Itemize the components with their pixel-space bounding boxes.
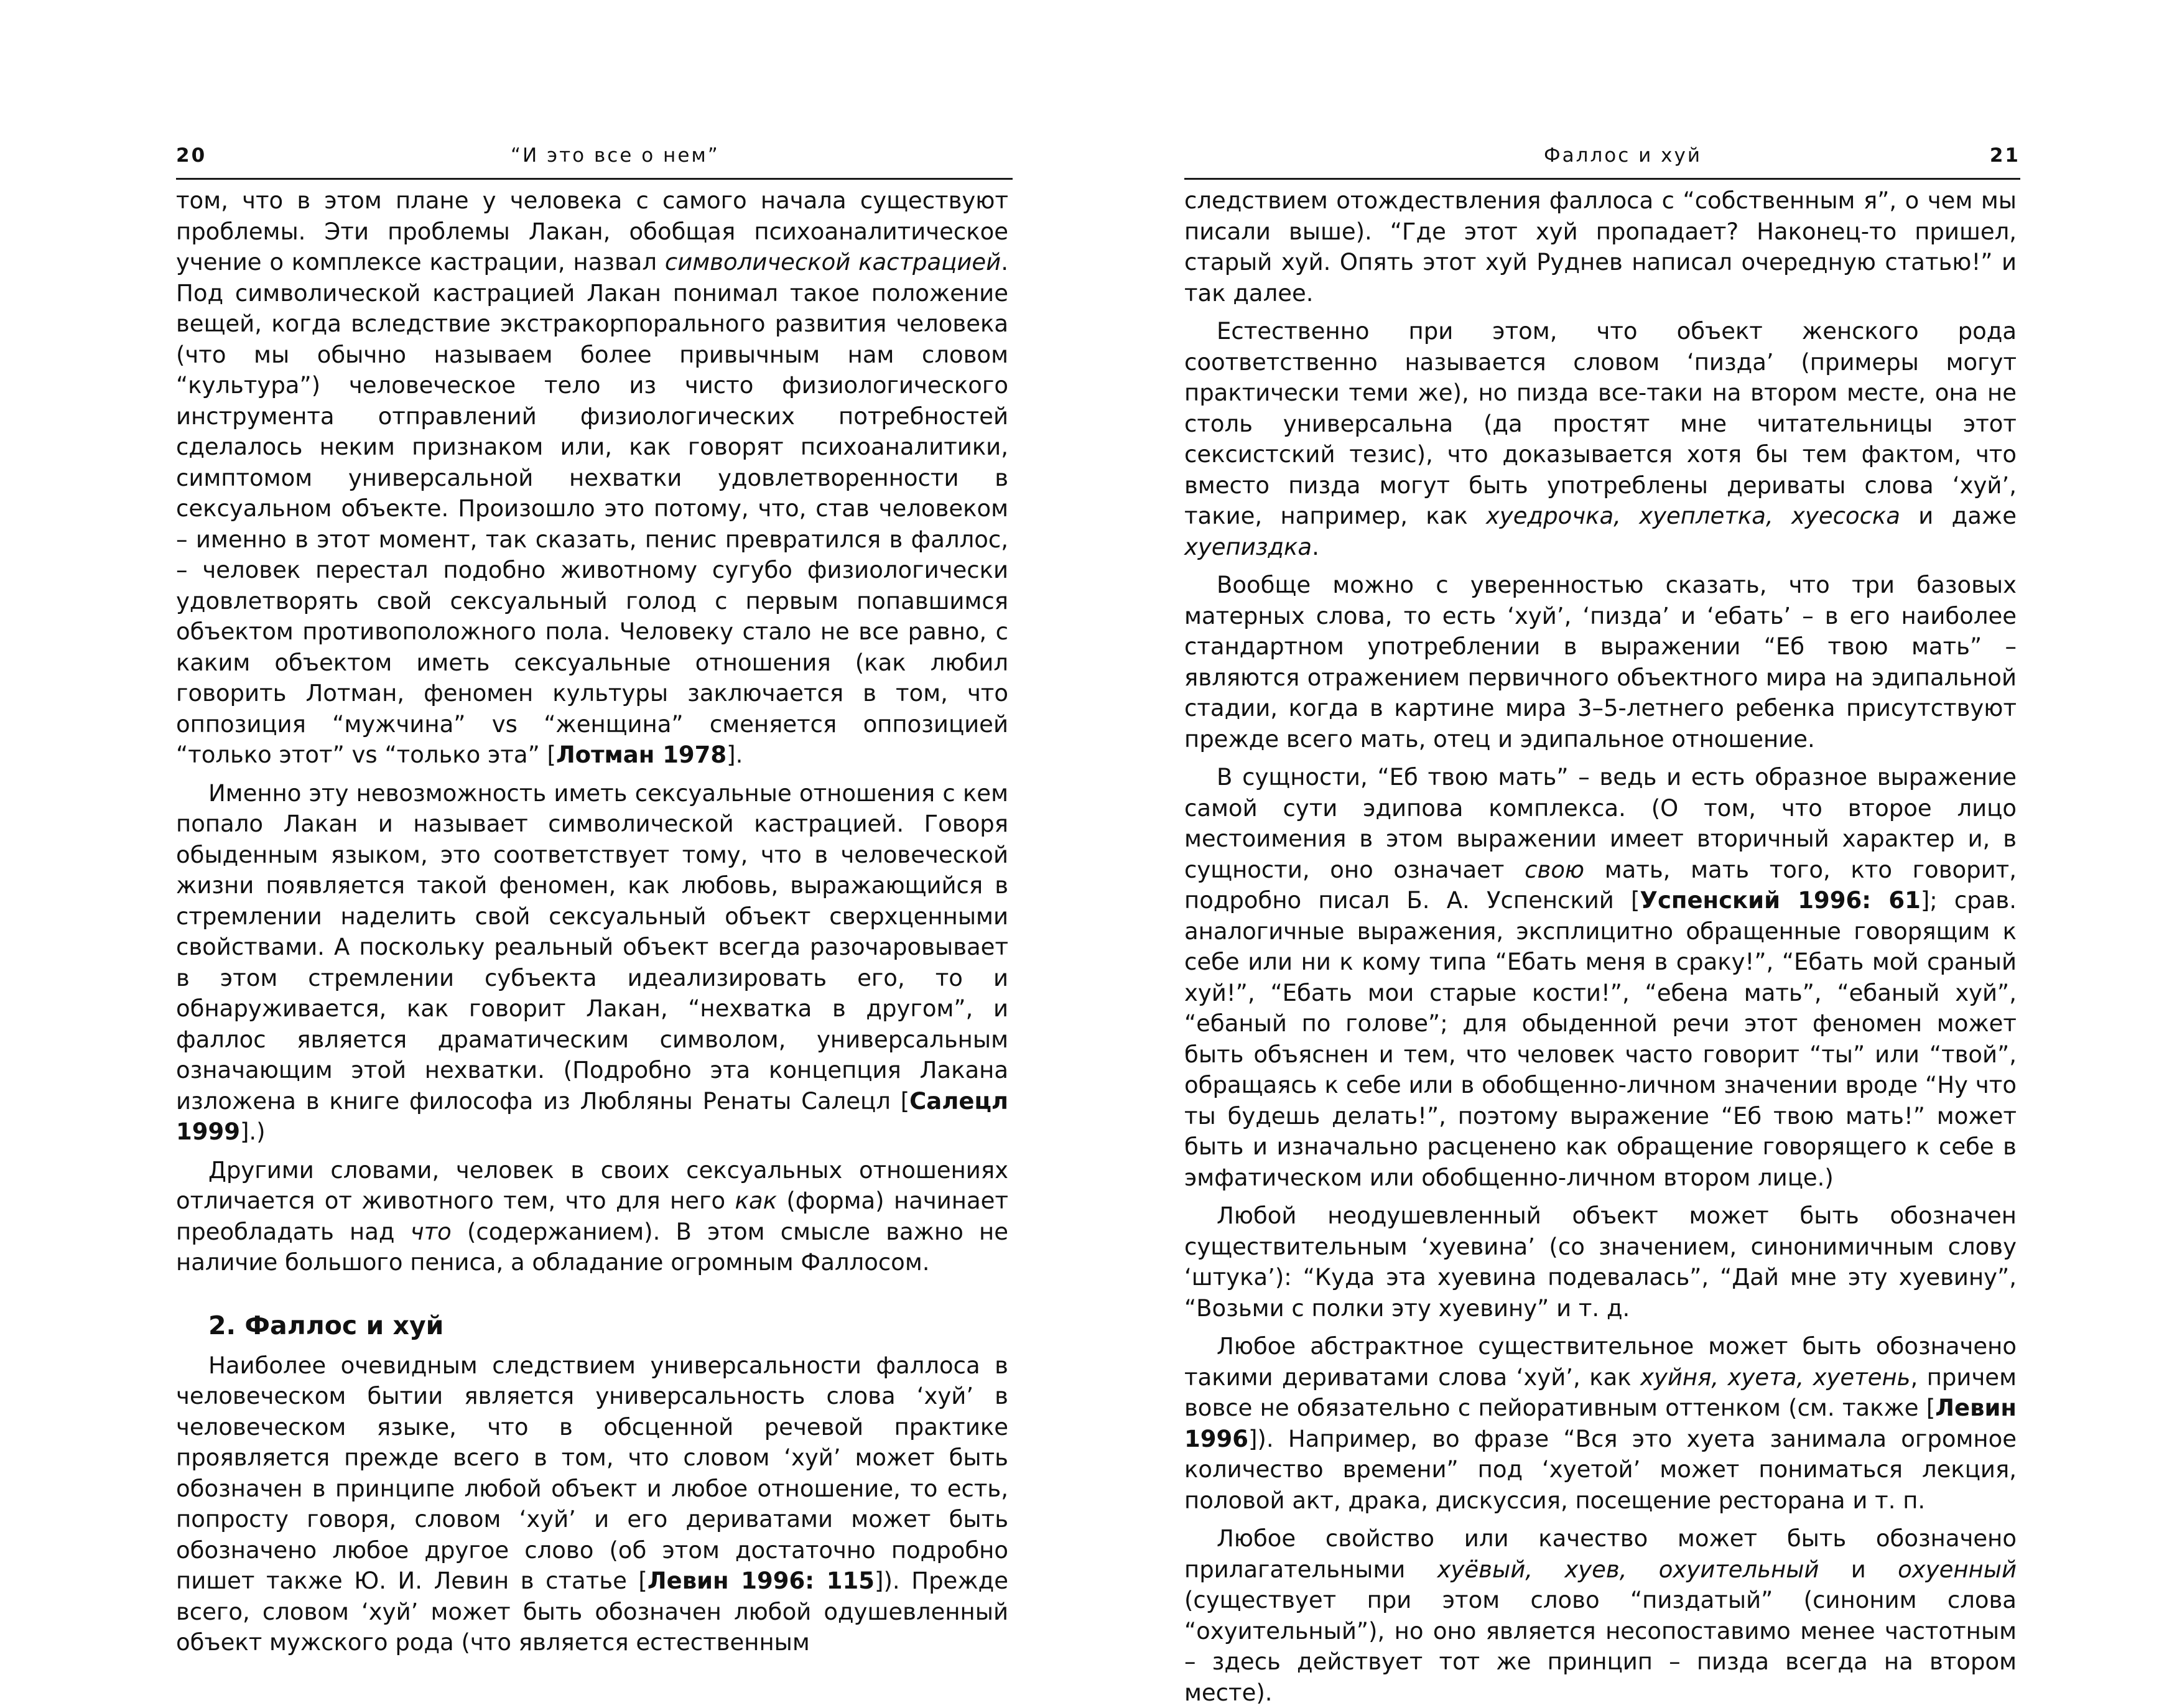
header-rule xyxy=(176,178,1013,180)
paragraph-list xyxy=(176,185,1008,1278)
paragraph xyxy=(1184,762,2017,1193)
text-run: ]; срав. аналогичные выражения, эксплицитно обращенные говорящим к себе или ни к кому типа “Ебать меня в сраку!”, “Ебать мой сраный хуй!”, “Ебать мои старые кости!”, “ебена мать”, “ебаный хуй”, “ебаный по голове”; для обыденной речи этот феномен может быть объяснен и тем, что человек часто говорит “ты” или “твой”, обращаясь к себе или в обобщенно-личном значении вроде “Ну что ты будешь делать!”, поэтому выражение “Еб твою мать!” может быть и изначально расценено как обращение говорящего к себе в эмфатическом или обобщенно-личном втором лице.) xyxy=(1184,887,2017,1191)
text-run: ]). Например, во фразе “Вся это хуета занимала огромное количество времени” под ‘хуетой’ может пониматься лекция, половой акт, драка, дискуссия, посещение ресторана и т. п. xyxy=(1184,1425,2017,1514)
emphasis: охуенный xyxy=(1898,1556,2017,1583)
text-run: , причем вовсе не обязательно с пейоративным оттенком (см. также [ xyxy=(1184,1363,2017,1421)
emphasis: хуёвый, хуев, охуительный xyxy=(1437,1556,1819,1583)
text-run: Вообще можно с уверенностью сказать, что три базовых матерных слова, то есть ‘хуй’, ‘пизда’ и ‘ебать’ – в его наиболее стандартном употреблении в выражении “Еб твою мать” – являются отражением первичного объектного мира на эдипальной стадии, когда в картине мира 3–5-летнего ребенка присутствуют прежде всего мать, отец и эдипальное отношение. xyxy=(1184,572,2017,753)
emphasis: хуедрочка, хуеплетка, хуесоска xyxy=(1486,503,1900,529)
paragraph xyxy=(1184,185,2017,309)
text-run: Именно эту невозможность иметь сексуальные отношения с кем попало Лакан и называет символической кастрацией. Говоря обыденным языком, это соответствует тому, что в человеческой жизни появляется такой феномен, как любовь, выражающийся в стремлении наделить свой сексуальный объект сверхценными свойствами. А поскольку реальный объект всегда разочаровывает в этом стремлении субъекта идеализировать его, то и обнаруживается, как говорит Лакан, “нехватка в другом”, и фаллос является драматическим символом, универсальным означающим этой нехватки. (Подробно эта концепция Лакана изложена в книге философа из Любляны Ренаты Салецл [ xyxy=(176,779,1008,1115)
text-run: В сущности, “Еб твою мать” – ведь и есть образное выражение самой сути эдипова комплекса. (О том, что второе лицо местоимения в этом выражении имеет вторичный характер и, в сущности, оно означает xyxy=(1184,764,2017,883)
citation: Левин 1996: 115 xyxy=(647,1567,875,1594)
text-run: ].) xyxy=(239,1118,266,1145)
text-run: том, что в этом плане у человека с самого начала существуют проблемы. Эти проблемы Лакан, обобщая психоаналитическое учение о комплексе кастрации, назвал xyxy=(176,187,1008,276)
right-body-text xyxy=(1184,185,2017,1708)
text-run: Любое абстрактное существительное может быть обозначено такими дериватами слова ‘хуй’, как xyxy=(1184,1333,2017,1391)
left-header xyxy=(176,144,1013,174)
text-run: (форма) начинает преобладать над xyxy=(176,1187,1008,1245)
paragraph xyxy=(176,1350,1008,1658)
text-run: (содержанием). В этом смысле важно не наличие большого пениса, а обладание огромным Фаллосом. xyxy=(176,1218,1008,1276)
text-run: . Под символической кастрацией Лакан понимал такое положение вещей, когда вследствие экстракорпорального развития человека (что мы обычно называем более привычным нам словом “культура”) человеческое тело из чисто физиологического инструмента отправлений физиологических потребностей сделалось неким признаком или, как говорят психоаналитики, симптомом универсальной нехватки удовлетворенности в сексуальном объекте. Произошло это потому, что, став человеком – именно в этот момент, так сказать, пенис превратился в фаллос, – человек перестал подобно животному сугубо физиологически удовлетворять свой сексуальный голод с первым попавшимся объектом противоположного пола. Человеку стало не все равно, с каким объектом иметь сексуальные отношения (как любил говорить Лотман, феномен культуры заключается в том, что оппозиция “мужчина” vs “женщина” сменяется оппозицией “только этот” vs “только эта” [ xyxy=(176,249,1008,768)
paragraph xyxy=(1184,1523,2017,1708)
left-body-text xyxy=(176,185,1008,1658)
emphasis: что xyxy=(410,1218,452,1245)
emphasis: свою xyxy=(1525,856,1585,883)
running-head: “И это все о нем” xyxy=(511,144,720,167)
paragraph xyxy=(1184,1331,2017,1516)
text-run: мать, мать того, кто говорит, подробно писал Б. А. Успенский [ xyxy=(1184,856,2017,914)
paragraph-list xyxy=(1184,185,2017,1708)
emphasis: как xyxy=(735,1187,777,1214)
paragraph xyxy=(1184,1200,2017,1324)
text-run: Естественно при этом, что объект женского рода соответственно называется словом ‘пизда’ (примеры могут практически теми же), но пизда все-таки на втором месте, она не столь универсальна (да простят мне читательницы этот сексистский тезис), что доказывается хотя бы тем фактом, что вместо пизда могут быть употреблены дериваты слова ‘хуй’, такие, например, как xyxy=(1184,318,2017,529)
text-run: Наиболее очевидным следствием универсальности фаллоса в человеческом бытии является универсальность слова ‘хуй’ в человеческом языке, что в обсценной речевой практике проявляется прежде всего в том, что словом ‘хуй’ может быть обозначен в принципе любой объект и любое отношение, то есть, попросту говоря, словом ‘хуй’ и его дериватами может быть обозначено любое другое слово (об этом достаточно подробно пишет также Ю. И. Левин в статье [ xyxy=(176,1352,1008,1594)
right-header xyxy=(1184,144,2020,174)
left-page xyxy=(0,0,1091,1656)
text-run: Любой неодушевленный объект может быть обозначен существительным ‘хуевина’ (со значением, синонимичным слову ‘штука’): “Куда эта хуевина подевалась”, “Дай мне эту хуевину”, “Возьми с полки эту хуевину” и т. д. xyxy=(1184,1202,2017,1322)
text-run: Любое свойство или качество может быть обозначено прилагательными xyxy=(1184,1525,2017,1583)
page-number: 21 xyxy=(1989,144,2020,167)
paragraph xyxy=(1184,316,2017,562)
section-paragraph-list xyxy=(176,1350,1008,1658)
emphasis: символической кастрацией xyxy=(664,249,1001,276)
paragraph xyxy=(176,1155,1008,1278)
emphasis: хуйня, хуета, хуетень xyxy=(1640,1363,1911,1391)
text-run: следствием отождествления фаллоса с “собственным я”, о чем мы писали выше). “Где этот хуй пропадает? Наконец-то пришел, старый хуй. Опять этот хуй Руднев написал очередную статью!” и так далее. xyxy=(1184,187,2017,307)
citation: Левин 1996 xyxy=(1184,1395,2017,1452)
text-run: ]). Прежде всего, словом ‘хуй’ может быть обозначен любой одушевленный объект мужского рода (что является естественным xyxy=(176,1567,1008,1656)
paragraph xyxy=(176,185,1008,771)
text-run: ]. xyxy=(727,741,743,768)
paragraph xyxy=(176,778,1008,1148)
paragraph xyxy=(1184,570,2017,754)
citation: Успенский 1996: 61 xyxy=(1640,887,1921,914)
running-head: Фаллос и хуй xyxy=(1544,144,1702,167)
text-run: Другими словами, человек в своих сексуальных отношениях отличается от животного тем, что для него xyxy=(176,1156,1008,1214)
text-run: и xyxy=(1819,1556,1898,1583)
right-page xyxy=(1091,0,2182,1706)
emphasis: хуепиздка xyxy=(1184,533,1312,560)
header-rule xyxy=(1184,178,2020,180)
text-run: . xyxy=(1312,533,1319,560)
citation: Лотман 1978 xyxy=(555,741,727,768)
page-number: 20 xyxy=(176,144,207,167)
citation: Салецл 1999 xyxy=(176,1087,1008,1145)
text-run: и даже xyxy=(1900,503,2017,529)
text-run: (существует при этом слово “пиздатый” (синоним слова “охуительный”), но оно является несопоставимо менее частотным – здесь действует тот же принцип – пизда всегда на втором месте). xyxy=(1184,1587,2017,1706)
section-heading: 2. Фаллос и хуй xyxy=(208,1310,444,1340)
